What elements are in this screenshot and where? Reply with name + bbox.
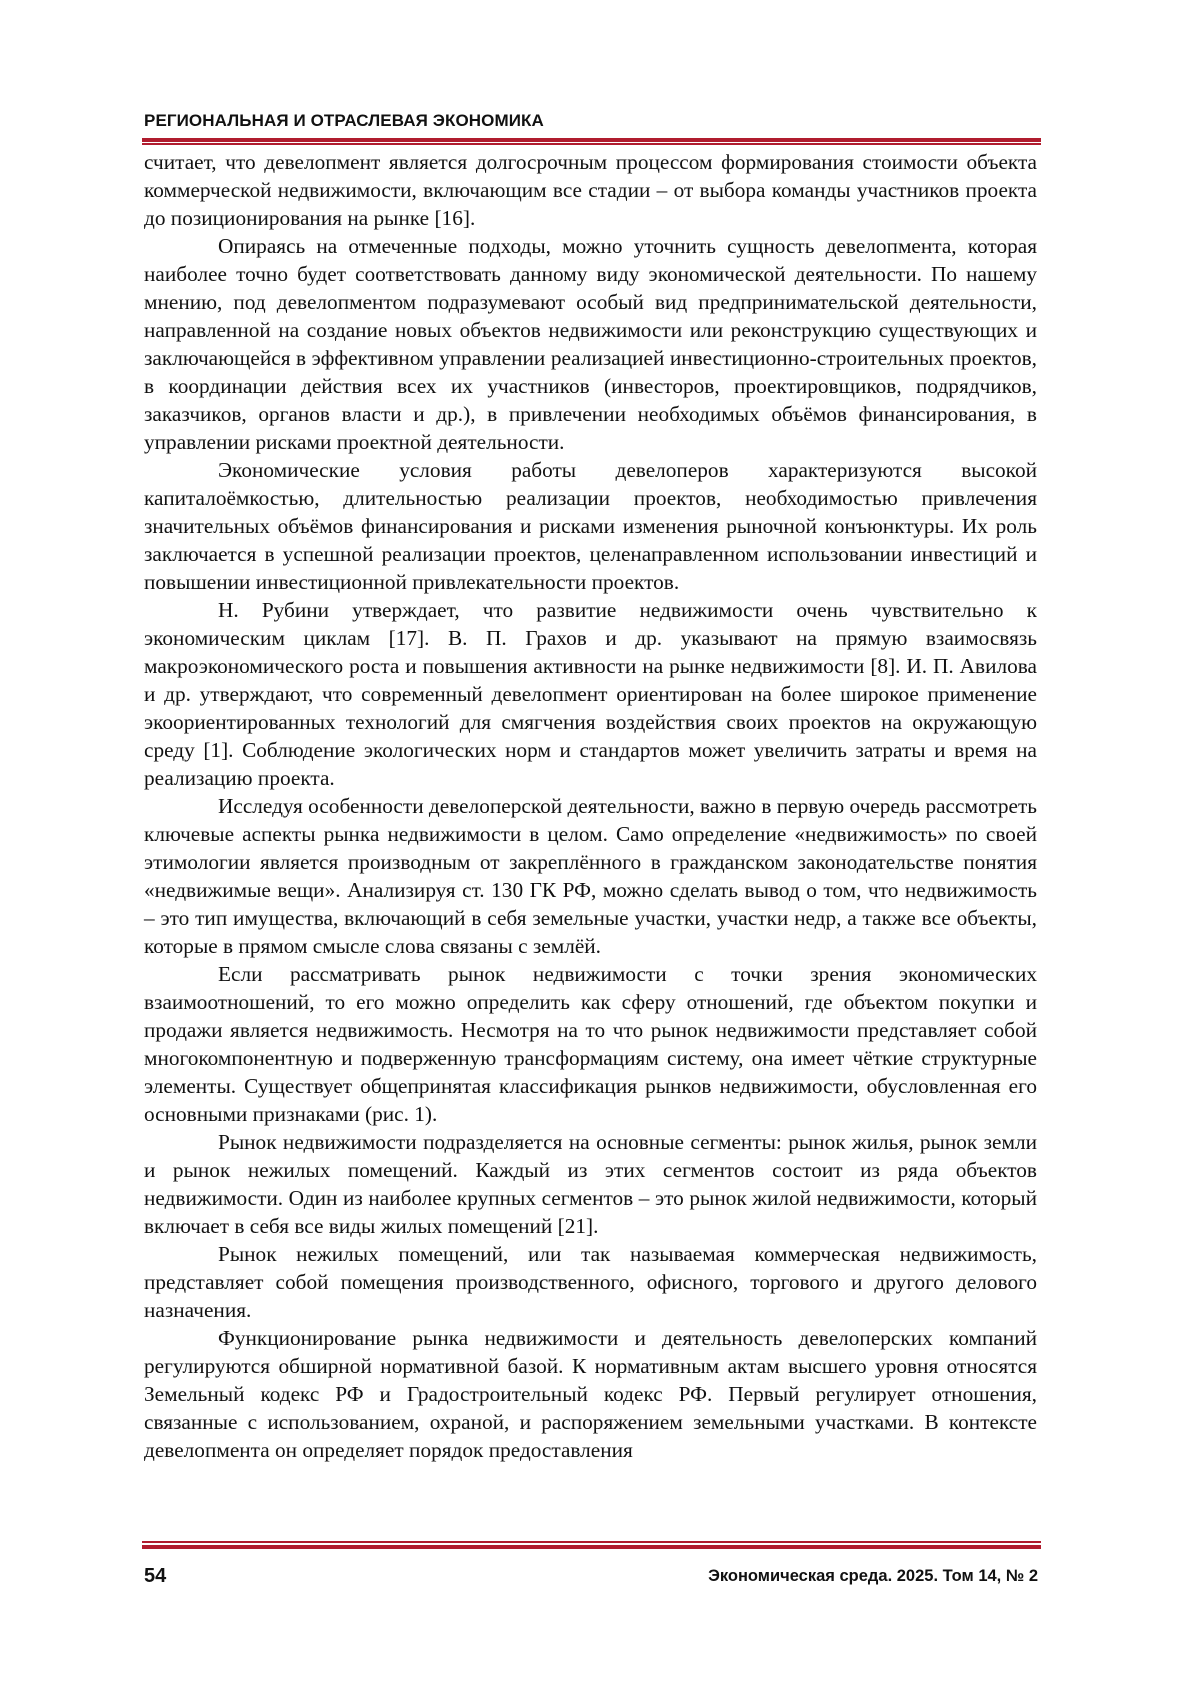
paragraph: Экономические условия работы девелоперов характеризуются высокой капиталоёмкостью, длительностью реализации проектов, необходимостью привлечения значительных объёмов финансирования и рисками изменения рыночной конъюнктуры. Их роль заключается в успешной реализации проектов, целенаправленном использовании инвестиций и повышении инвестиционной привлекательности проектов.	[144, 458, 1037, 594]
page-number: 54	[144, 1565, 167, 1587]
paragraph: Рынок нежилых помещений, или так называемая коммерческая недвижимость, представляет собой помещения производственного, офисного, торгового и другого делового назначения.	[144, 1242, 1037, 1322]
paragraph-continued: считает, что девелопмент является долгосрочным процессом формирования стоимости объекта коммерческой недвижимости, включающим все стадии – от выбора команды участников проекта до позиционирования на рынке [16].	[144, 150, 1037, 230]
paragraph: Н. Рубини утверждает, что развитие недвижимости очень чувствительно к экономическим циклам [17]. В. П. Грахов и др. указывают на прямую взаимосвязь макроэкономического роста и повышения активности на рынке недвижимости [8]. И. П. Авилова и др. утверждают, что современный девелопмент ориентирован на более широкое применение экоориентированных технологий для смягчения воздействия своих проектов на окружающую среду [1]. Соблюдение экологических норм и стандартов может увеличить затраты и время на реализацию проекта.	[144, 598, 1037, 790]
paragraph: Если рассматривать рынок недвижимости с точки зрения экономических взаимоотношений, то его можно определить как сферу отношений, где объектом покупки и продажи является недвижимость. Несмотря на то что рынок недвижимости представляет собой многокомпонентную и подверженную трансформациям систему, она имеет чёткие структурные элементы. Существует общепринятая классификация рынков недвижимости, обусловленная его основными признаками (рис. 1).	[144, 962, 1037, 1126]
header-rule-thin	[142, 143, 1041, 145]
header-rule-thick	[142, 138, 1041, 142]
paragraph: Рынок недвижимости подразделяется на основные сегменты: рынок жилья, рынок земли и рынок нежилых помещений. Каждый из этих сегментов состоит из ряда объектов недвижимости. Один из наиболее крупных сегментов – это рынок жилой недвижимости, который включает в себя все виды жилых помещений [21].	[144, 1130, 1037, 1238]
footer-rule-thick	[142, 1545, 1041, 1549]
running-header-title: РЕГИОНАЛЬНАЯ И ОТРАСЛЕВАЯ ЭКОНОМИКА	[144, 111, 544, 130]
paragraph: Функционирование рынка недвижимости и деятельность девелоперских компаний регулируются обширной нормативной базой. К нормативным актам высшего уровня относятся Земельный кодекс РФ и Градостроительный кодекс РФ. Первый регулирует отношения, связанные с использованием, охраной, и распоряжением земельными участками. В контексте девелопмента он определяет порядок предоставления	[144, 1326, 1037, 1462]
paragraph: Исследуя особенности девелоперской деятельности, важно в первую очередь рассмотреть ключевые аспекты рынка недвижимости в целом. Само определение «недвижимость» по своей этимологии является производным от закреплённого в гражданском законодательстве понятия «недвижимые вещи». Анализируя ст. 130 ГК РФ, можно сделать вывод о том, что недвижимость – это тип имущества, включающий в себя земельные участки, участки недр, а также все объекты, которые в прямом смысле слова связаны с землёй.	[144, 794, 1037, 958]
paragraph: Опираясь на отмеченные подходы, можно уточнить сущность девелопмента, которая наиболее точно будет соответствовать данному виду экономической деятельности. По нашему мнению, под девелопментом подразумевают особый вид предпринимательской деятельности, направленной на создание новых объектов недвижимости или реконструкцию существующих и заключающейся в эффективном управлении реализацией инвестиционно-строительных проектов, в координации действия всех их участников (инвесторов, проектировщиков, подрядчиков, заказчиков, органов власти и др.), в привлечении необходимых объёмов финансирования, в управлении рисками проектной деятельности.	[144, 234, 1037, 454]
footer-rule-thin	[142, 1541, 1041, 1543]
article-body	[144, 148, 1037, 1464]
journal-citation: Экономическая среда. 2025. Том 14, № 2	[708, 1567, 1038, 1585]
